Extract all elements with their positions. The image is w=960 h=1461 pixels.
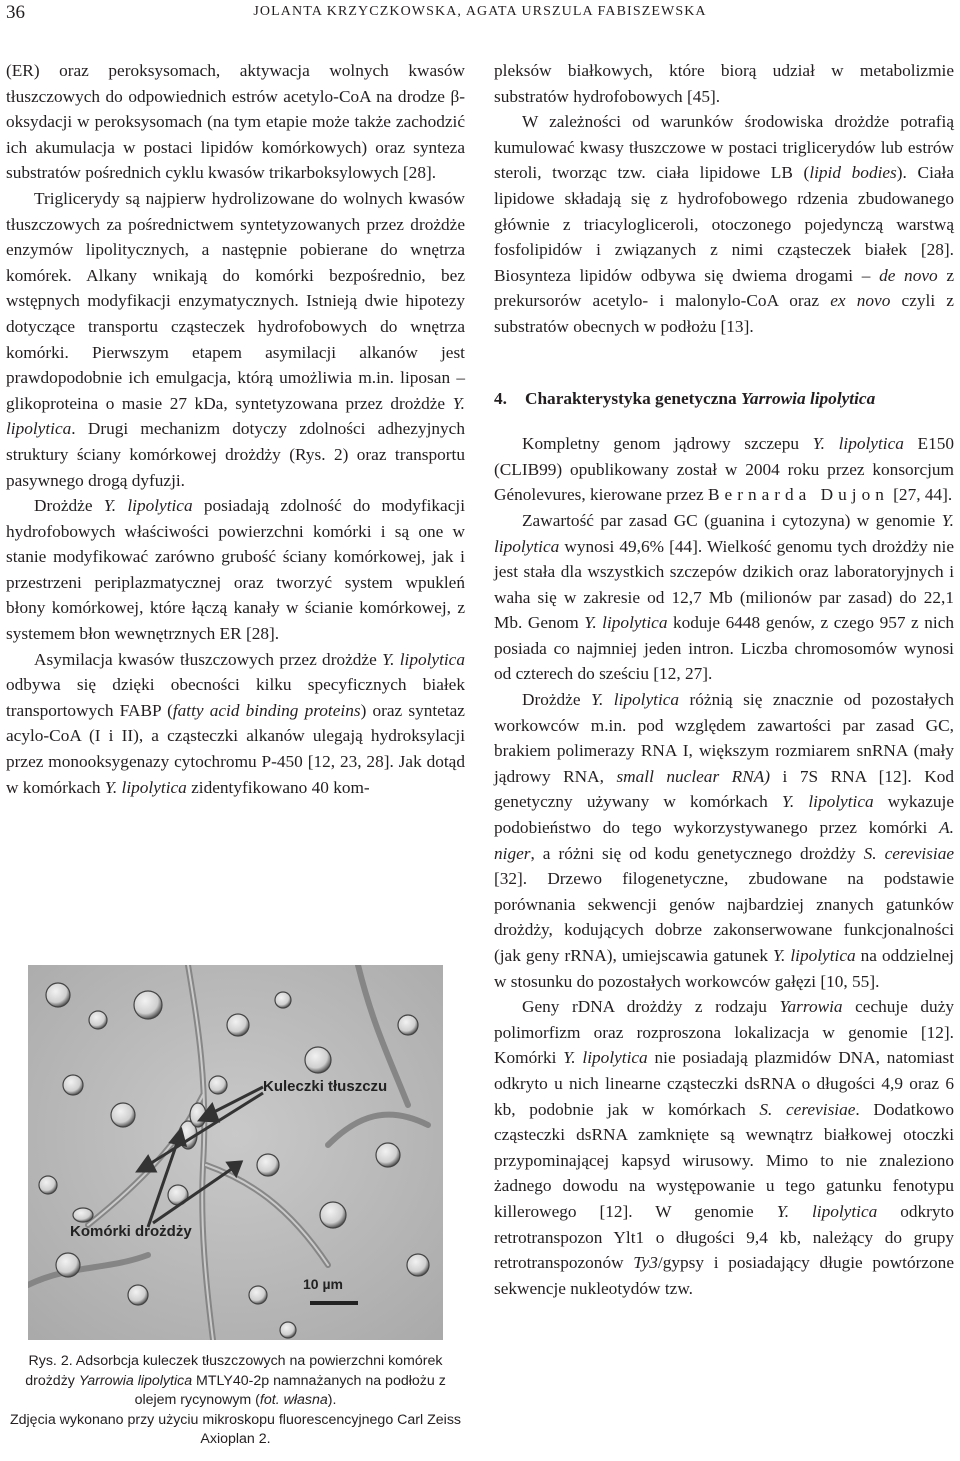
caption-note: Zdjęcia wykonano przy użyciu mikroskopu fluorescencyjnego Carl Zeiss Axioplan 2. xyxy=(9,1411,462,1448)
micrograph-figure xyxy=(28,965,443,1340)
paragraph: Kompletny genom jądrowy szczepu Y. lipolytica E150 (CLIB99) opublikowany został w 2004 roku przez konsorcjum Génolevures, kierowane przez Bernarda Dujon [27, 44]. xyxy=(494,434,954,505)
figure-caption xyxy=(6,1352,465,1450)
left-column xyxy=(6,58,465,800)
page-number: 36 xyxy=(6,2,25,23)
caption-text: Rys. 2. Adsorbcja kuleczek tłuszczowych na powierzchni komórek drożdży Yarrowia lipolytica MTLY40-2p namnażanych na podłożu z olejem rycynowym (fot. własna). xyxy=(25,1353,446,1409)
running-head: JOLANTA KRZYCZKOWSKA, AGATA URSZULA FABISZEWSKA xyxy=(253,4,707,19)
paragraph: Drożdże Y. lipolytica różnią się znacznie od pozostałych workowców m.in. pod względem zawartości par zasad GC, brakiem polimerazy RNA I, większym rozmiarem snRNA (mały jądrowy RNA, small nuclear RNA) i 7S RNA [12]. Kod genetyczny używany w komórkach Y. lipolytica wykazuje podobieństwo do tego wykorzystywanego przez komórki A. niger, a różni się od kodu genetycznego drożdży S. cerevisiae [32]. Drzewo filogenetyczne, zbudowane na podstawie porównania sekwencji genów najbardziej znanych gatunków drożdży, kodujących dobrze zakonserwowane funkcjonalności (jak geny rRNA), umiejscawia gatunek Y. lipolytica na oddzielnej w stosunku do pozostałych workowców gałęzi [10, 55]. xyxy=(494,690,955,991)
label-yeast-cells: Komórki drożdży xyxy=(70,1223,192,1240)
micrograph-image xyxy=(28,965,443,1340)
paragraph: Triglicerydy są najpierw hydrolizowane do wolnych kwasów tłuszczowych za pośrednictwem syntetyzowanych przez drożdże enzymów lipolitycznych, a następnie pobierane do wnętrza komórek. Alkany wnikają do komórki bezpośrednio, bez wstępnych modyfikacji enzymatycznych. Istnieją dwie hipotezy dotyczące transportu cząsteczek hydrofobowych do wnętrza komórki. Pierwszym etapem asymilacji alkanów jest prawdopodobnie ich emulgacja, którą umożliwia m.in. liposan – glikoproteina o masie 27 kDa, syntetyzowana przez drożdże Y. lipolytica. Drugi mechanizm dotyczy zdolności adhezyjnych struktury ściany komórkowej drożdży (Rys. 2) oraz transportu pasywnego drogą dyfuzji. xyxy=(6,188,465,490)
paragraph: pleksów białkowych, które biorą udział w metabolizmie substratów hydrofobowych [45]. xyxy=(494,61,954,106)
paragraph: (ER) oraz peroksysomach, aktywacja wolnych kwasów tłuszczowych do odpowiednich estrów acetylo-CoA na drodze β-oksydacji w peroksysomach (na tym etapie może także zachodzić ich akumulacja w postaci lipidów komórkowych) oraz synteza substratów pośrednich cyklu kwasów trikarboksylowych [28]. xyxy=(6,61,465,183)
section-heading: 4. Charakterystyka genetyczna Yarrowia lipolytica xyxy=(494,388,876,408)
right-column xyxy=(494,58,954,1301)
page-header xyxy=(0,0,960,30)
paragraph: W zależności od warunków środowiska drożdże potrafią kumulować kwasy tłuszczowe w postaci triglicerydów lub estrów steroli, tworząc tzw. ciała lipidowe LB (lipid bodies). Ciała lipidowe składają się z hydrofobowego rdzenia zbudowanego głównie z triacylogliceroli, otoczonego pojedynczą warstwą fosfolipidów i związanych z nimi cząsteczek białek [28]. Biosynteza lipidów odbywa się dwiema drogami – de novo z prekursorów acetylo- i malonylo-CoA oraz ex novo czyli z substratów obecnych w podłożu [13]. xyxy=(494,112,955,336)
paragraph: Zawartość par zasad GC (guanina i cytozyna) w genomie Y. lipolytica wynosi 49,6% [44]. Wielkość genomu tych drożdży nie jest stała dla wszystkich szczepów dzikich oraz laboratoryjnych i waha się w zakresie od 12,7 Mb (milionów par zasad) do 22,1 Mb. Genom Y. lipolytica koduje 6448 genów, z czego 957 z nich posiada co najmniej jeden intron. Liczba chromosomów wynosi od czterech do sześciu [12, 27]. xyxy=(494,510,954,684)
label-fat-globules: Kuleczki tłuszczu xyxy=(263,1078,388,1095)
paragraph: Asymilacja kwasów tłuszczowych przez drożdże Y. lipolytica odbywa się dzięki obecności kilku specyficznych białek transportowych FABP (fatty acid binding proteins) oraz syntetaz acylo-CoA (I i II), a cząsteczki alkanów ulegają hydroksylacji przez monooksygenazy cytochromu P-450 [12, 23, 28]. Jak dotąd w komórkach Y. lipolytica zidentyfikowano 40 kom- xyxy=(6,649,465,797)
paragraph: Geny rDNA drożdży z rodzaju Yarrowia cechuje duży polimorfizm oraz rozproszona lokalizacja w genomie [12]. Komórki Y. lipolytica nie posiadają plazmidów DNA, natomiast odkryto u nich linearne cząsteczki dsRNA o długości 4,9 oraz 6 kb, podobnie jak w komórkach S. cerevisiae. Dodatkowo cząsteczki dsRNA zamknięte są wewnątrz białkowej otoczki przypominającej kapsyd wirusowy. Mimo to nie znaleziono żadnego dowodu na występowanie u tego gatunku fenotypu killerowego [12]. W genomie Y. lipolytica odkryto retrotranspozon Ylt1 o długości 9,4 kb, należący do grupy retrotranspozonów Ty3/gypsy i posiadający długie powtórzone sekwencje nukleotydów tzw. xyxy=(494,997,954,1298)
scale-bar-label: 10 µm xyxy=(303,1276,343,1292)
paragraph: Drożdże Y. lipolytica posiadają zdolność do modyfikacji hydrofobowych właściwości powierzchni komórki i są one w stanie modyfikować zarówno grubość ściany komórkowej, jak i przestrzeni periplazmatycznej oraz tworzyć system wpukleń błony komórkowej, które łączą kanały w ścianie komórkowej, z systemem błon wewnętrznych ER [28]. xyxy=(6,496,465,644)
